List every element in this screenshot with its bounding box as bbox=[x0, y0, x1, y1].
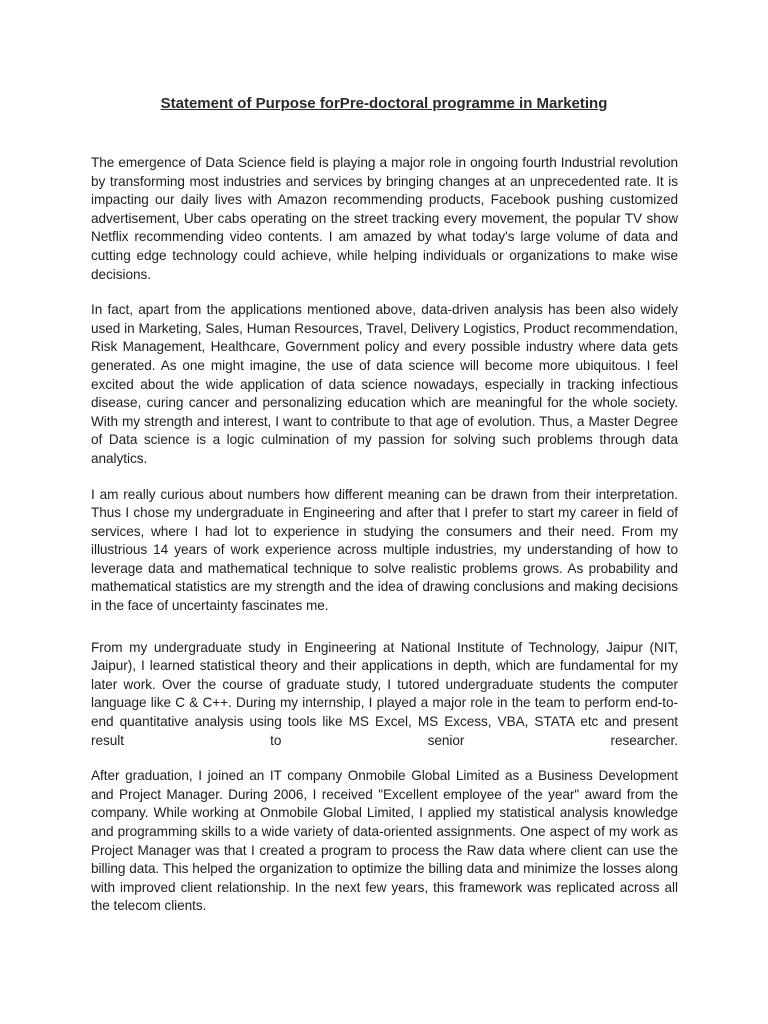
paragraph-gap bbox=[91, 750, 678, 767]
paragraph-gap bbox=[91, 284, 678, 301]
paragraph-curiosity: I am really curious about numbers how different meaning can be drawn from their interpretation. Thus I chose my undergraduate in Engineering and after that I prefer to start my career in field of services, where I had lot to experience in studying the consumers and their need. From my illustrious 14 years of work experience across multiple industries, my understanding of how to leverage data and mathematical technique to solve realistic problems grows. As probability and mathematical statistics are my strength and the idea of drawing conclusions and making decisions in the face of uncertainty fascinates me. bbox=[91, 486, 678, 614]
paragraph-undergraduate-study: From my undergraduate study in Engineering at National Institute of Technology, Jaipur (NIT, Jaipur), I learned statistical theory and their applications in depth, which are fundamental for my later work. Over the course of graduate study, I tutored undergraduate students the computer language like C & C++. During my internship, I played a major role in the team to perform end-to-end quantitative analysis using tools like MS Excel, MS Excess, VBA, STATA etc and present result to senior researcher. bbox=[91, 639, 678, 748]
paragraph-gap bbox=[91, 616, 678, 639]
paragraph-applications: In fact, apart from the applications mentioned above, data-driven analysis has been also widely used in Marketing, Sales, Human Resources, Travel, Delivery Logistics, Product recommendation, Risk Management, Healthcare, Government policy and every possible industry where data gets generated. As one might imagine, the use of data science will become more ubiquitous. I feel excited about the wide application of data science nowadays, especially in tracking infectious disease, curing cancer and personalizing education which are meaningful for the whole society. With my strength and interest, I want to contribute to that age of evolution. Thus, a Master Degree of Data science is a logic culmination of my passion for solving such problems through data analytics. bbox=[91, 302, 678, 466]
document-title: Statement of Purpose forPre-doctoral programme in Marketing bbox=[160, 95, 608, 112]
paragraph-data-science-emergence: The emergence of Data Science field is playing a major role in ongoing fourth Industrial revolution by transforming most industries and services by bringing changes at an unprecedented rate. It is impacting our daily lives with Amazon recommending products, Facebook pushing customized advertisement, Uber cabs operating on the street tracking every movement, the popular TV show Netflix recommending video contents. I am amazed by what today's large volume of data and cutting edge technology could achieve, while helping individuals or organizations to make wise decisions. bbox=[91, 155, 678, 282]
paragraph-after-graduation: After graduation, I joined an IT company Onmobile Global Limited as a Business Development and Project Manager. During 2006, I received "Excellent employee of the year" award from the company. While working at Onmobile Global Limited, I applied my statistical analysis knowledge and programming skills to a wide variety of data-oriented assignments. One aspect of my work as Project Manager was that I created a program to process the Raw data where client can use the billing data. This helped the organization to optimize the billing data and minimize the losses along with improved client relationship. In the next few years, this framework was replicated across all the telecom clients. bbox=[91, 768, 678, 914]
paragraph-gap bbox=[91, 469, 678, 486]
document-body bbox=[91, 154, 678, 916]
